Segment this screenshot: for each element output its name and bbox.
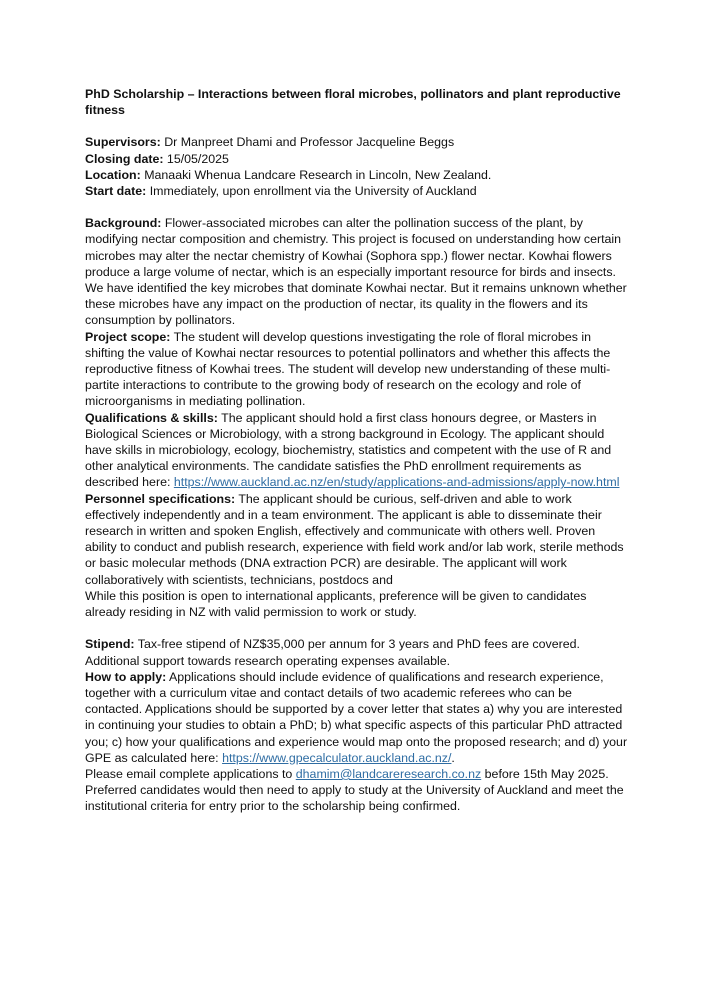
personnel-section [85, 491, 630, 621]
meta-block [85, 134, 630, 199]
background-text: Flower-associated microbes can alter the pollination success of the plant, by modifying nectar composition and chemistry. This project is focused on understanding how certain microbes may alter the nectar chemistry of Kowhai (Sophora spp.) flower nectar. Kowhai flowers produce a large volume of nectar, which is an especially important resource for birds and insects. We have identified the key microbes that dominate Kowhai nectar. But it remains unknown whether these microbes have any impact on the production of nectar, its quality in the flowers and its consumption by pollinators. [85, 216, 627, 328]
start-date-label: Start date: [85, 184, 147, 199]
background-section [85, 215, 630, 328]
background-label: Background: [85, 216, 162, 231]
stipend-label: Stipend: [85, 637, 135, 652]
email-post-text: before 15th May 2025. Preferred candidates would then need to apply to study at the University of Auckland and meet the institutional criteria for entry prior to the scholarship being confirmed. [85, 766, 624, 814]
personnel-label: Personnel specifications: [85, 491, 236, 506]
personnel-text: The applicant should be curious, self-driven and able to work effectively independently and in a team environment. The applicant is able to disseminate their research in written and spoken English, effectively and communicate with others well. Proven ability to conduct and publish research, experience with field work and/or lab work, sterile methods or basic molecular methods (DNA extraction PCR) are desirable. The applicant will work collaboratively with scientists, technicians, postdocs and [85, 491, 624, 587]
qualifications-text: The applicant should hold a first class honours degree, or Masters in Biological Sciences or Microbiology, with a strong background in Ecology. The applicant should have skills in microbiology, ecology, biochemistry, statistics and competent with the use of R and other analytical environments. The candidate satisfies the PhD enrollment requirements as described here: [85, 410, 612, 490]
how-to-apply-text: Applications should include evidence of qualifications and research experience, together with a curriculum vitae and contact details of two academic referees who can be contacted. Applications should be supported by a cover letter that states a) why you are interested in continuing your studies to obtain a PhD; b) what specific aspects of this particular PhD attracted you; c) how your qualifications and experience would map onto the proposed research; and d) your GPE as calculated here: [85, 669, 628, 765]
closing-date-label: Closing date: [85, 151, 164, 166]
location-value: Manaaki Whenua Landcare Research in Lincoln, New Zealand. [140, 167, 492, 182]
supervisors-value: Dr Manpreet Dhami and Professor Jacqueline Beggs [160, 135, 455, 150]
email-link[interactable]: dhamim@landcareresearch.co.nz [295, 766, 482, 781]
closing-date-line [85, 151, 630, 167]
how-to-apply-section [85, 669, 630, 815]
location-line [85, 167, 630, 183]
start-date-line [85, 183, 630, 199]
stipend-section [85, 636, 630, 668]
supervisors-label: Supervisors: [85, 135, 161, 150]
project-scope-label: Project scope: [85, 329, 171, 344]
apply-now-link[interactable]: https://www.auckland.ac.nz/en/study/applications-and-admissions/apply-now.html [173, 475, 620, 490]
start-date-value: Immediately, upon enrollment via the University of Auckland [146, 184, 477, 199]
document-page [85, 86, 630, 831]
how-to-apply-paragraph [85, 669, 630, 766]
project-scope-text: The student will develop questions investigating the role of floral microbes in shifting the value of Kowhai nectar resources to potential pollinators and whether this affects the reproductive fitness of Kowhai trees. The student will develop new understanding of these multi-partite interactions to contribute to the growing body of research on the ecology and role of microorganisms in mediating pollination. [85, 329, 611, 409]
stipend-text: Tax-free stipend of NZ$35,000 per annum for 3 years and PhD fees are covered. Additional support towards research operating expenses available. [85, 637, 580, 668]
personnel-paragraph-2: While this position is open to international applicants, preference will be given to candidates already residing in NZ with valid permission to work or study. [85, 588, 587, 620]
document-title: PhD Scholarship – Interactions between floral microbes, pollinators and plant reproductive fitness [85, 87, 621, 118]
qualifications-section [85, 410, 630, 491]
qualifications-label: Qualifications & skills: [85, 410, 218, 425]
supervisors-line [85, 134, 630, 150]
email-pre-text: Please email complete applications to [85, 766, 296, 781]
closing-date-value: 15/05/2025 [163, 151, 229, 166]
gpe-calculator-link[interactable]: https://www.gpecalculator.auckland.ac.nz/ [222, 750, 452, 765]
email-paragraph [85, 766, 630, 815]
how-to-apply-label: How to apply: [85, 669, 167, 684]
project-scope-section [85, 329, 630, 410]
how-to-apply-period: . [451, 750, 455, 765]
personnel-paragraph [85, 491, 630, 588]
location-label: Location: [85, 167, 141, 182]
